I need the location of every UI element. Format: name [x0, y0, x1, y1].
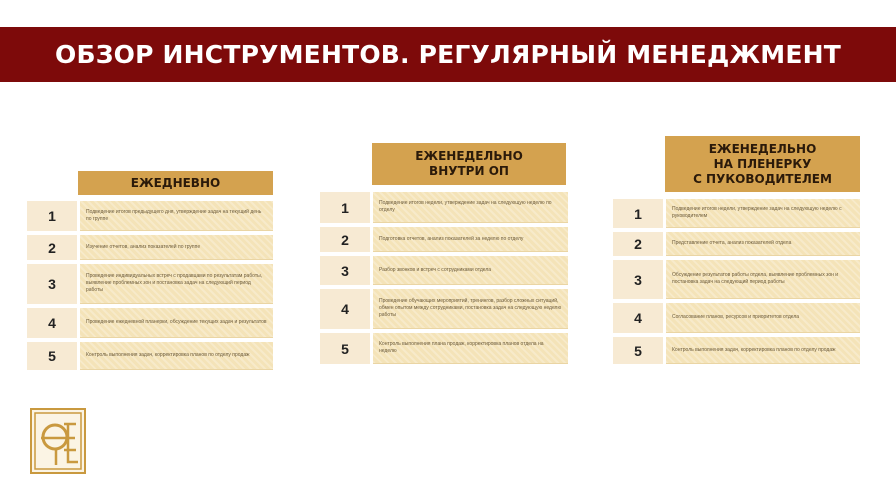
- row-number: 1: [613, 199, 663, 228]
- table-row: [613, 303, 860, 333]
- row-number: 5: [613, 337, 663, 364]
- row-text: Подведение итогов недели, утверждение задач на следующую неделю с руководителем: [666, 199, 860, 228]
- row-number: 2: [27, 235, 77, 260]
- table-row: [613, 337, 860, 364]
- table-row: [613, 199, 860, 228]
- row-text: Проведение ежедневной планерки, обсуждение текущих задач и результатов: [80, 308, 273, 338]
- row-number: 1: [27, 201, 77, 231]
- row-text: Контроль выполнения задач, корректировка планов по отделу продаж: [80, 342, 273, 370]
- table-row: [27, 235, 273, 260]
- daily-header: ЕЖЕДНЕВНО: [78, 171, 273, 195]
- row-number: 3: [320, 256, 370, 285]
- row-text: Проведение обучающих мероприятий, тренингов, разбор сложных ситуаций, обмен опытом между сотрудниками, постановка задач на следующую неделю работы: [373, 289, 568, 329]
- weekly-op-block: [320, 143, 568, 375]
- table-row: [27, 201, 273, 231]
- row-number: 5: [27, 342, 77, 370]
- daily-block: [27, 171, 273, 376]
- row-text: Подведение итогов предыдущего дня, утверждение задач на текущий день по группе: [80, 201, 273, 231]
- row-text: Подведение итогов недели, утверждение задач на следующую неделю по отделу: [373, 192, 568, 223]
- row-number: 1: [320, 192, 370, 223]
- row-text: Представление отчета, анализ показателей отдела: [666, 232, 860, 256]
- logo-emblem-icon: [32, 410, 84, 472]
- row-number: 4: [27, 308, 77, 338]
- table-row: [27, 308, 273, 338]
- table-row: [27, 342, 273, 370]
- weekly-manager-header: ЕЖЕНЕДЕЛЬНО НА ПЛЕНЕРКУ С ПУКОВОДИТЕЛЕМ: [665, 136, 860, 192]
- row-text: Контроль выполнения задач, корректировка планов по отделу продаж: [666, 337, 860, 364]
- table-row: [613, 232, 860, 256]
- row-text: Изучение отчетов, анализ показателей по группе: [80, 235, 273, 260]
- row-number: 2: [613, 232, 663, 256]
- table-row: [320, 333, 568, 364]
- table-row: [320, 256, 568, 285]
- weekly-manager-block: [613, 136, 860, 372]
- table-row: [320, 192, 568, 223]
- table-row: [320, 227, 568, 252]
- row-number: 4: [613, 303, 663, 333]
- table-row: [320, 289, 568, 329]
- row-text: Подготовка отчетов, анализ показателей за неделю по отделу: [373, 227, 568, 252]
- company-logo: [30, 408, 86, 474]
- row-number: 4: [320, 289, 370, 329]
- row-number: 5: [320, 333, 370, 364]
- weekly-op-header: ЕЖЕНЕДЕЛЬНО ВНУТРИ ОП: [372, 143, 566, 185]
- row-number: 2: [320, 227, 370, 252]
- row-number: 3: [613, 260, 663, 299]
- table-row: [27, 264, 273, 304]
- row-text: Разбор звонков и встреч с сотрудниками отдела: [373, 256, 568, 285]
- row-text: Проведение индивидуальных встреч с продавцами по результатам работы, выявление проблемных зон и постановка задач на следующий период работы: [80, 264, 273, 304]
- table-row: [613, 260, 860, 299]
- page-title: ОБЗОР ИНСТРУМЕНТОВ. РЕГУЛЯРНЫЙ МЕНЕДЖМЕНТ: [55, 40, 841, 69]
- row-number: 3: [27, 264, 77, 304]
- title-bar: [0, 27, 896, 82]
- row-text: Обсуждение результатов работы отдела, выявление проблемных зон и постановка задач на следующий период работы: [666, 260, 860, 299]
- row-text: Контроль выполнения плана продаж, корректировка планов отдела на неделю: [373, 333, 568, 364]
- row-text: Согласование планов, ресурсов и приоритетов отдела: [666, 303, 860, 333]
